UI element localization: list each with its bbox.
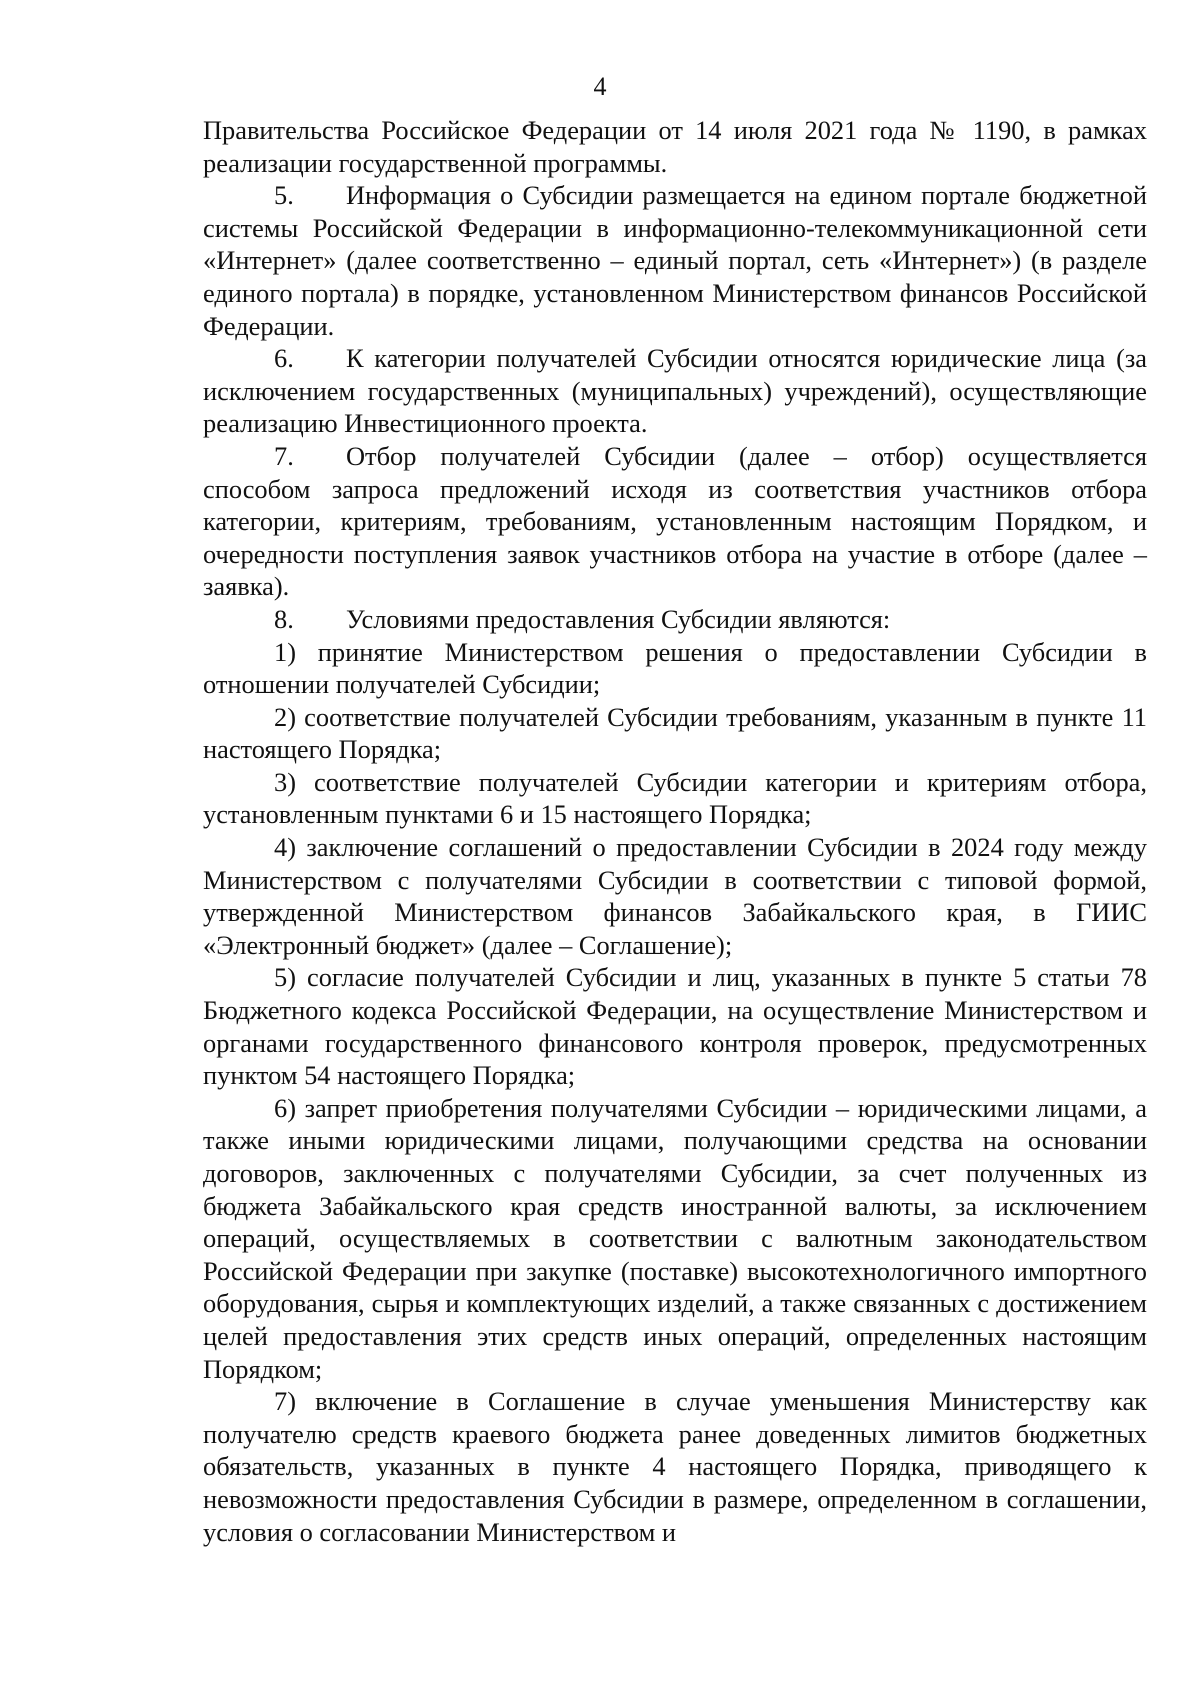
paragraph-number: 6.: [274, 343, 294, 374]
paragraph-number: 5.: [274, 180, 294, 211]
condition-item-7: 7) включение в Соглашение в случае уменьшения Министерству как получателю средств краевого бюджета ранее доведенных лимитов бюджетных обязательств, указанных в пункте 4 настоящего Порядка, приводящего к невозможности предоставления Субсидии в размере, определенном в соглашении, условия о согласовании Министерством и: [203, 1386, 1147, 1547]
condition-item-5: 5) согласие получателей Субсидии и лиц, указанных в пункте 5 статьи 78 Бюджетного кодекса Российской Федерации, на осуществление Министерством и органами государственного финансового контроля проверок, предусмотренных пунктом 54 настоящего Порядка;: [203, 962, 1147, 1091]
paragraph-text: Информация о Субсидии размещается на едином портале бюджетной системы Российской Федерации в информационно-телекоммуникационной сети «Интернет» (далее соответственно – единый портал, сеть «Интернет») (в разделе единого портала) в порядке, установленном Министерством финансов Российской Федерации.: [203, 180, 1147, 341]
paragraph-text: К категории получателей Субсидии относятся юридические лица (за исключением государственных (муниципальных) учреждений), осуществляющие реализацию Инвестиционного проекта.: [203, 343, 1147, 439]
condition-item-6: 6) запрет приобретения получателями Субсидии – юридическими лицами, а также иными юридическими лицами, получающими средства на основании договоров, заключенных с получателями Субсидии, за счет полученных из бюджета Забайкальского края средств иностранной валюты, за исключением операций, осуществляемых в соответствии с валютным законодательством Российской Федерации при закупке (поставке) высокотехнологичного импортного оборудования, сырья и комплектующих изделий, а также связанных с достижением целей предоставления этих средств иных операций, определенных настоящим Порядком;: [203, 1092, 1147, 1384]
paragraph-8: [203, 603, 1147, 636]
paragraph-number: 7.: [274, 440, 294, 471]
paragraph-6: [203, 342, 1147, 440]
condition-item-3: 3) соответствие получателей Субсидии категории и критериям отбора, установленным пунктами 6 и 15 настоящего Порядка;: [203, 766, 1147, 830]
condition-item-1: 1) принятие Министерством решения о предоставлении Субсидии в отношении получателей Субсидии;: [203, 636, 1147, 700]
document-body: [203, 114, 1147, 1548]
paragraph-5: [203, 179, 1147, 342]
paragraph-number: 8.: [274, 603, 294, 634]
paragraph-continuation: Правительства Российское Федерации от 14 июля 2021 года № 1190, в рамках реализации государственной программы.: [203, 115, 1147, 178]
condition-item-2: 2) соответствие получателей Субсидии требованиям, указанным в пункте 11 настоящего Порядка;: [203, 701, 1147, 765]
condition-item-4: 4) заключение соглашений о предоставлении Субсидии в 2024 году между Министерством с получателями Субсидии в соответствии с типовой формой, утвержденной Министерством финансов Забайкальского края, в ГИИС «Электронный бюджет» (далее – Соглашение);: [203, 832, 1147, 960]
paragraph-text: Условиями предоставления Субсидии являются:: [346, 603, 891, 634]
paragraph-text: Отбор получателей Субсидии (далее – отбор) осуществляется способом запроса предложений исходя из соответствия участников отбора категории, критериям, требованиям, установленным настоящим Порядком, и очередности поступления заявок участников отбора на участие в отборе (далее – заявка).: [203, 440, 1147, 602]
page-number: 4: [593, 72, 607, 101]
paragraph-7: [203, 440, 1147, 603]
